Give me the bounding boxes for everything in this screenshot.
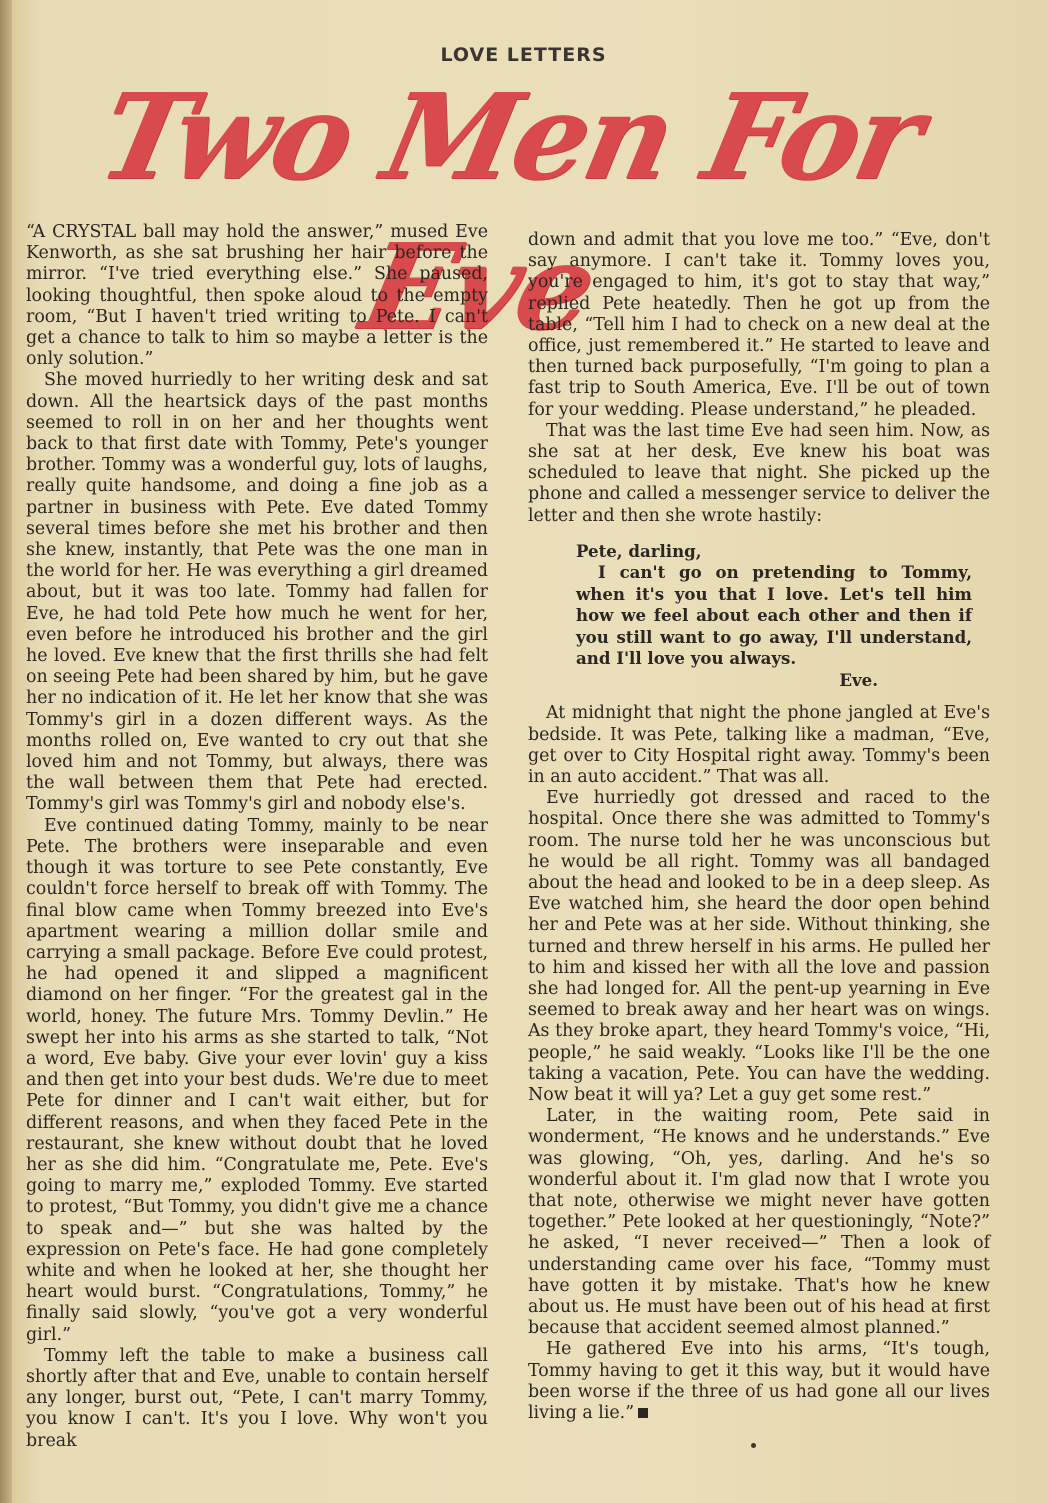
paragraph-2: She moved hurriedly to her writing desk and sat down. All the heartsick days of the past months seemed to roll in on her and her thoughts went back to that first date with Tommy, Pete's younger brother. Tommy was a wonderful guy, lots of laughs, really quite handsome, and doing a fine job as a partner in business with Pete. Eve dated Tommy several times before she met his brother and then she knew, instantly, that Pete was the one man in the world for her. He was everything a girl dreamed about, but it was too late. Tommy had fallen for Eve, he had told Pete how much he went for her, even before he introduced his brother and the girl he loved. Eve knew that the first thrills she had felt on seeing Pete had been shared by him, but he gave her no indication of it. He let her know that she was Tommy's girl in a dozen different ways. As the months rolled on, Eve wanted to cry out that she loved him and not Tommy, but always, there was the wall between them that Pete had erected. Tommy's girl was Tommy's girl and nobody else's. — [26, 370, 488, 815]
running-head: LOVE LETTERS — [440, 44, 607, 66]
paragraph-5: down and admit that you love me too.” “Eve, don't say anymore. I can't take it. Tommy loves you, you're engaged to him, it's got to stay that way,” replied Pete heatedly. Then he got up from the table, “Tell him I had to check on a new deal at the office, just remembered it.” He started to leave and then turned back purposefully, “I'm going to plan a fast trip to South America, Eve. I'll be out of town for your wedding. Please understand,” he pleaded. — [528, 230, 990, 420]
story-title: Two Men For Eve — [88, 67, 932, 356]
ink-dot — [751, 1443, 756, 1448]
letter-signature: Eve. — [839, 669, 878, 690]
end-mark-icon — [638, 1408, 648, 1418]
paragraph-1: “A CRYSTAL ball may hold the answer,” mused Eve Kenworth, as she sat brushing her hair before the mirror. “I've tried everything else.” She paused, looking thoughtful, then spoke aloud to the empty room, “But I haven't tried writing to Pete. I can't get a chance to talk to him so maybe a letter is the only solution.” — [26, 222, 488, 370]
paragraph-8: Eve hurriedly got dressed and raced to the hospital. Once there she was admitted to Tommy's room. The nurse told her he was unconscious but he would be all right. Tommy was all bandaged about the head and looked to be in a deep sleep. As Eve watched him, she heard the door open behind her and Pete was at her side. Without thinking, she turned and threw herself in his arms. He pulled her to him and kissed her with all the love and passion she had longed for. All the pent-up yearning in Eve seemed to break away and her heart was on wings. As they broke apart, they heard Tommy's voice, “Hi, people,” he said weakly. “Looks like I'll be the one taking a vacation, Pete. You can have the wedding. Now beat it will ya? Let a guy get some rest.” — [528, 788, 990, 1105]
letter-greeting: Pete, darling, — [576, 540, 702, 561]
paragraph-10: He gathered Eve into his arms, “It's tough, Tommy having to get it this way, but it would have been worse if the three of us had gone all our lives living a lie.” — [528, 1339, 990, 1424]
left-column — [26, 222, 488, 1452]
paragraph-7: At midnight that night the phone jangled at Eve's bedside. It was Pete, talking like a madman, “Eve, get over to City Hospital right away. Tommy's been in an auto accident.” That was all. — [528, 703, 990, 787]
letter-body: I can't go on pretending to Tommy, when it's you that I love. Let's tell him how we feel about each other and then if you still want to go away, I'll understand, and I'll love you always. — [576, 562, 972, 669]
paragraph-3: Eve continued dating Tommy, mainly to be near Pete. The brothers were inseparable and even though it was torture to see Pete constantly, Eve couldn't force herself to break off with Tommy. The final blow came when Tommy breezed into Eve's apartment wearing a million dollar smile and carrying a small package. Before Eve could protest, he had opened it and slipped a magnificent diamond on her finger. “For the greatest gal in the world, honey. The future Mrs. Tommy Devlin.” He swept her into his arms as she started to talk, “Not a word, Eve baby. Give your ever lovin' guy a kiss and then get into your best duds. We're due to meet Pete for dinner and I can't wait either, but for different reasons, and when they faced Pete in the restaurant, she knew without doubt that he loved her as she did him. “Congratulate me, Pete. Eve's going to marry me,” exploded Tommy. Eve started to protest, “But Tommy, you didn't give me a chance to speak and—” but she was halted by the expression on Pete's face. He had gone completely white and when he looked at her, she thought her heart would burst. “Congratulations, Tommy,” he finally said slowly, “you've got a very wonderful girl.” — [26, 815, 488, 1345]
right-column — [528, 230, 990, 1424]
paragraph-4: Tommy left the table to make a business call shortly after that and Eve, unable to contain herself any longer, burst out, “Pete, I can't marry Tommy, you know I can't. It's you I love. Why won't you break — [26, 1345, 488, 1451]
paragraph-6: That was the last time Eve had seen him. Now, as she sat at her desk, Eve knew his boat was scheduled to leave that night. She picked up the phone and called a messenger service to deliver the letter and then she wrote hastily: — [528, 420, 990, 526]
binding-spine — [0, 0, 12, 1503]
paragraph-9: Later, in the waiting room, Pete said in wonderment, “He knows and he understands.” Eve was glowing, “Oh, yes, darling. And he's so wonderful about it. I'm glad now that I wrote you that note, otherwise we might never have gotten together.” Pete looked at her questioningly, “Note?” he asked, “I never received—” Then a look of understanding came over his face, “Tommy must have gotten it by mistake. That's how he knew about us. He must have been out of his head at first because that accident seemed almost planned.” — [528, 1106, 990, 1339]
letter-block — [576, 541, 972, 692]
